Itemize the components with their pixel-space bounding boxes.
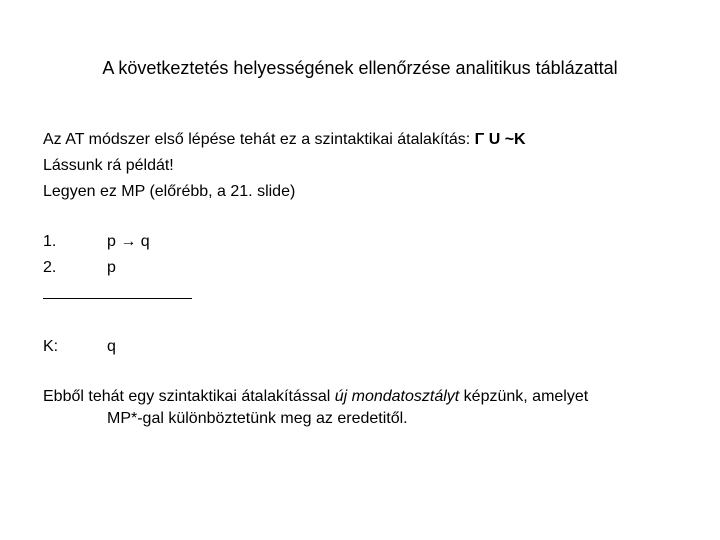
intro-line-1-text: Az AT módszer első lépése tehát ez a szintaktikai átalakítás: (43, 131, 475, 148)
intro-line-3: Legyen ez MP (előrébb, a 21. slide) (43, 183, 296, 200)
slide-title: A következtetés helyességének ellenőrzése analitikus táblázattal (102, 58, 618, 78)
summary-part-2: képzünk, amelyet (459, 388, 589, 405)
intro-line-1 (43, 129, 526, 151)
premise-1-formula: p → q (107, 233, 150, 250)
intro-formula: Γ U ~K (474, 131, 526, 148)
intro-line-2: Lássunk rá példát! (43, 157, 174, 174)
summary-emphasis: új mondatosztályt (334, 388, 460, 405)
premise-2-label: 2. (43, 259, 57, 276)
premise-2-formula: p (107, 259, 116, 276)
summary-line-1 (43, 388, 588, 405)
summary-paragraph (43, 386, 683, 430)
summary-part-1: Ebből tehát egy szintaktikai átalakítással (43, 388, 335, 405)
summary-line-2: MP*-gal különböztetünk meg az eredetitől. (107, 410, 408, 427)
premise-1-label: 1. (43, 233, 57, 250)
conclusion-formula: q (107, 338, 116, 355)
inference-rule-line (43, 298, 192, 299)
conclusion-label: K: (43, 338, 59, 355)
